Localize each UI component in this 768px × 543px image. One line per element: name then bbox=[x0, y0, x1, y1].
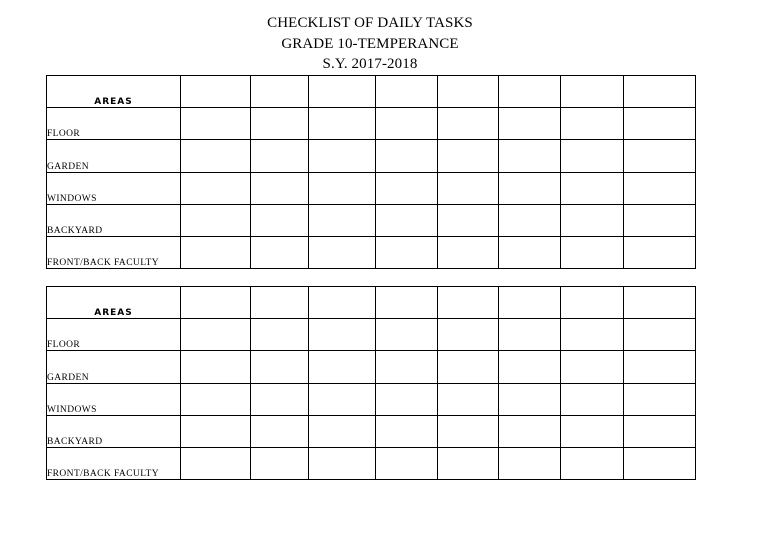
area-label: FLOOR bbox=[47, 319, 181, 351]
checkbox-cell[interactable] bbox=[376, 319, 438, 351]
checkbox-cell[interactable] bbox=[251, 447, 309, 479]
checkbox-cell[interactable] bbox=[251, 351, 309, 383]
checkbox-cell[interactable] bbox=[438, 140, 499, 172]
area-label: FRONT/BACK FACULTY bbox=[47, 447, 181, 479]
checkbox-cell[interactable] bbox=[438, 415, 499, 447]
checkbox-cell[interactable] bbox=[499, 204, 561, 236]
checkbox-cell[interactable] bbox=[251, 204, 309, 236]
checkbox-cell[interactable] bbox=[561, 447, 624, 479]
section-name: GRADE 10-TEMPERANCE bbox=[281, 35, 459, 52]
checkbox-cell[interactable] bbox=[561, 76, 624, 108]
table-row bbox=[47, 319, 696, 351]
checklist-table-2 bbox=[46, 286, 696, 480]
table-row bbox=[47, 108, 696, 140]
table-row bbox=[47, 351, 696, 383]
checkbox-cell[interactable] bbox=[309, 447, 376, 479]
checkbox-cell[interactable] bbox=[309, 236, 376, 268]
checkbox-cell[interactable] bbox=[376, 447, 438, 479]
checkbox-cell[interactable] bbox=[438, 172, 499, 204]
area-label: BACKYARD bbox=[47, 415, 181, 447]
checkbox-cell[interactable] bbox=[376, 351, 438, 383]
checkbox-cell[interactable] bbox=[499, 287, 561, 319]
checkbox-cell[interactable] bbox=[181, 236, 251, 268]
checkbox-cell[interactable] bbox=[376, 172, 438, 204]
checkbox-cell[interactable] bbox=[251, 236, 309, 268]
checkbox-cell[interactable] bbox=[624, 351, 696, 383]
checkbox-cell[interactable] bbox=[309, 172, 376, 204]
checkbox-cell[interactable] bbox=[309, 383, 376, 415]
checkbox-cell[interactable] bbox=[624, 204, 696, 236]
checkbox-cell[interactable] bbox=[438, 319, 499, 351]
table-header-row bbox=[47, 76, 696, 108]
school-year: S.Y. 2017-2018 bbox=[322, 56, 418, 72]
checkbox-cell[interactable] bbox=[181, 287, 251, 319]
checkbox-cell[interactable] bbox=[376, 287, 438, 319]
checkbox-cell[interactable] bbox=[376, 236, 438, 268]
checkbox-cell[interactable] bbox=[624, 236, 696, 268]
checkbox-cell[interactable] bbox=[376, 108, 438, 140]
checklist-table-1 bbox=[46, 75, 696, 269]
checkbox-cell[interactable] bbox=[624, 287, 696, 319]
checkbox-cell[interactable] bbox=[181, 204, 251, 236]
checkbox-cell[interactable] bbox=[624, 76, 696, 108]
checkbox-cell[interactable] bbox=[561, 172, 624, 204]
checkbox-cell[interactable] bbox=[624, 172, 696, 204]
checkbox-cell[interactable] bbox=[624, 108, 696, 140]
area-label: FRONT/BACK FACULTY bbox=[47, 236, 181, 268]
area-label: FLOOR bbox=[47, 108, 181, 140]
checkbox-cell[interactable] bbox=[499, 447, 561, 479]
checkbox-cell[interactable] bbox=[438, 383, 499, 415]
checkbox-cell[interactable] bbox=[309, 204, 376, 236]
document-header bbox=[0, 13, 740, 75]
checkbox-cell[interactable] bbox=[181, 76, 251, 108]
checkbox-cell[interactable] bbox=[438, 204, 499, 236]
checkbox-cell[interactable] bbox=[624, 140, 696, 172]
checkbox-cell[interactable] bbox=[309, 108, 376, 140]
checkbox-cell[interactable] bbox=[561, 351, 624, 383]
checkbox-cell[interactable] bbox=[251, 383, 309, 415]
checkbox-cell[interactable] bbox=[561, 140, 624, 172]
area-label: BACKYARD bbox=[47, 204, 181, 236]
checkbox-cell[interactable] bbox=[438, 236, 499, 268]
checkbox-cell[interactable] bbox=[181, 140, 251, 172]
table-row bbox=[47, 383, 696, 415]
table-row bbox=[47, 415, 696, 447]
checkbox-cell[interactable] bbox=[499, 415, 561, 447]
checkbox-cell[interactable] bbox=[438, 351, 499, 383]
checkbox-cell[interactable] bbox=[181, 172, 251, 204]
checkbox-cell[interactable] bbox=[624, 415, 696, 447]
areas-heading: AREAS bbox=[47, 76, 181, 108]
checkbox-cell[interactable] bbox=[181, 415, 251, 447]
checkbox-cell[interactable] bbox=[181, 319, 251, 351]
checkbox-cell[interactable] bbox=[561, 287, 624, 319]
checkbox-cell[interactable] bbox=[376, 383, 438, 415]
checkbox-cell[interactable] bbox=[499, 351, 561, 383]
table-row bbox=[47, 140, 696, 172]
document-title: CHECKLIST OF DAILY TASKS bbox=[267, 15, 473, 31]
checkbox-cell[interactable] bbox=[181, 383, 251, 415]
checkbox-cell[interactable] bbox=[251, 172, 309, 204]
checkbox-cell[interactable] bbox=[499, 319, 561, 351]
checkbox-cell[interactable] bbox=[251, 140, 309, 172]
checkbox-cell[interactable] bbox=[561, 319, 624, 351]
checkbox-cell[interactable] bbox=[561, 383, 624, 415]
checkbox-cell[interactable] bbox=[181, 351, 251, 383]
checkbox-cell[interactable] bbox=[376, 415, 438, 447]
checkbox-cell[interactable] bbox=[499, 236, 561, 268]
checkbox-cell[interactable] bbox=[309, 351, 376, 383]
checkbox-cell[interactable] bbox=[561, 204, 624, 236]
areas-heading: AREAS bbox=[47, 287, 181, 319]
checkbox-cell[interactable] bbox=[438, 287, 499, 319]
checkbox-cell[interactable] bbox=[251, 287, 309, 319]
checkbox-cell[interactable] bbox=[561, 415, 624, 447]
table-row bbox=[47, 172, 696, 204]
checkbox-cell[interactable] bbox=[438, 447, 499, 479]
table-row bbox=[47, 447, 696, 479]
checkbox-cell[interactable] bbox=[309, 415, 376, 447]
checkbox-cell[interactable] bbox=[438, 108, 499, 140]
checkbox-cell[interactable] bbox=[499, 140, 561, 172]
checkbox-cell[interactable] bbox=[309, 319, 376, 351]
checkbox-cell[interactable] bbox=[499, 108, 561, 140]
table-header-row bbox=[47, 287, 696, 319]
checkbox-cell[interactable] bbox=[499, 76, 561, 108]
checkbox-cell[interactable] bbox=[376, 204, 438, 236]
checkbox-cell[interactable] bbox=[561, 236, 624, 268]
checkbox-cell[interactable] bbox=[499, 383, 561, 415]
area-label: GARDEN bbox=[47, 351, 181, 383]
checkbox-cell[interactable] bbox=[251, 108, 309, 140]
checkbox-cell[interactable] bbox=[376, 76, 438, 108]
checkbox-cell[interactable] bbox=[181, 447, 251, 479]
checkbox-cell[interactable] bbox=[251, 319, 309, 351]
checkbox-cell[interactable] bbox=[561, 108, 624, 140]
checkbox-cell[interactable] bbox=[376, 140, 438, 172]
checkbox-cell[interactable] bbox=[251, 76, 309, 108]
checkbox-cell[interactable] bbox=[309, 76, 376, 108]
area-label: GARDEN bbox=[47, 140, 181, 172]
checkbox-cell[interactable] bbox=[309, 140, 376, 172]
area-label: WINDOWS bbox=[47, 172, 181, 204]
checkbox-cell[interactable] bbox=[499, 172, 561, 204]
checkbox-cell[interactable] bbox=[309, 287, 376, 319]
checkbox-cell[interactable] bbox=[624, 447, 696, 479]
checkbox-cell[interactable] bbox=[624, 383, 696, 415]
table-row bbox=[47, 204, 696, 236]
checkbox-cell[interactable] bbox=[624, 319, 696, 351]
checkbox-cell[interactable] bbox=[438, 76, 499, 108]
area-label: WINDOWS bbox=[47, 383, 181, 415]
checkbox-cell[interactable] bbox=[251, 415, 309, 447]
table-row bbox=[47, 236, 696, 268]
checkbox-cell[interactable] bbox=[181, 108, 251, 140]
